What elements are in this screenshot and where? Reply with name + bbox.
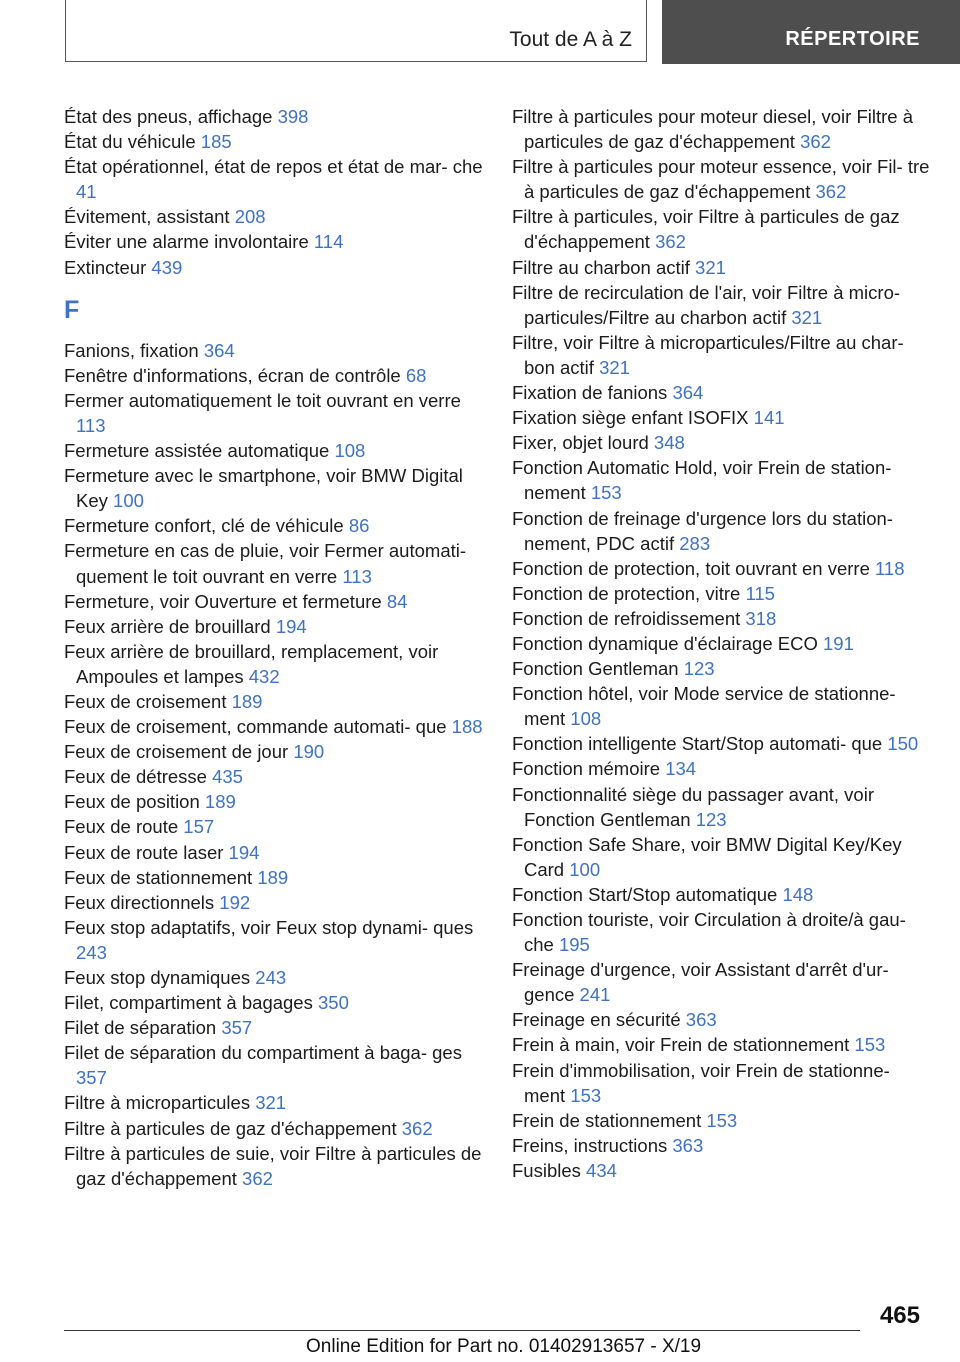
index-page-link[interactable]: 357 — [76, 1067, 107, 1089]
index-entry — [64, 463, 484, 513]
index-page-link[interactable]: 363 — [672, 1134, 704, 1156]
section-tab[interactable] — [662, 0, 960, 64]
index-entry-text: Feux de croisement de jour — [64, 741, 289, 763]
index-page-link[interactable]: 283 — [679, 532, 711, 554]
index-entry — [512, 1108, 932, 1133]
index-entry-text: Frein de stationnement — [512, 1109, 702, 1131]
index-entry-text: Fusibles — [512, 1159, 581, 1181]
index-entry — [512, 907, 932, 957]
index-letter-heading: F — [64, 295, 80, 324]
index-entry — [64, 255, 484, 280]
index-entry-text: Feux arrière de brouillard, remplacement, voir Ampoules et lampes — [64, 640, 439, 687]
index-page-link[interactable]: 134 — [665, 758, 697, 780]
index-page-link[interactable]: 243 — [255, 967, 287, 988]
index-page-link[interactable]: 123 — [683, 658, 715, 680]
index-entry-text: Fanions, fixation — [64, 339, 199, 361]
section-tab-label: RÉPERTOIRE — [785, 28, 920, 50]
index-page-link[interactable]: 364 — [672, 382, 704, 404]
page-number: 465 — [879, 1302, 920, 1329]
index-entry-text: Feux de stationnement — [64, 866, 253, 888]
index-entry — [64, 104, 484, 129]
index-entry — [64, 1015, 484, 1040]
index-entry-text: Fonction dynamique d'éclairage ECO — [512, 632, 818, 654]
index-entry-text: Fonction de protection, vitre — [512, 582, 741, 604]
index-entry — [64, 890, 484, 915]
index-page-link[interactable]: 318 — [745, 607, 777, 629]
footer-divider — [64, 1330, 860, 1331]
index-entry — [512, 154, 932, 204]
index-entry — [64, 789, 484, 814]
index-page-link[interactable]: 208 — [234, 206, 266, 228]
index-entry-text: Fonctionnalité siège du passager avant, voir Fonction Gentleman — [512, 783, 874, 830]
index-entry-text: Feux de route — [64, 816, 179, 838]
index-entry-text: Filtre à particules pour moteur essence, voir Fil- tre à particules de gaz d'échappement — [512, 156, 930, 203]
index-page-link[interactable]: 321 — [599, 356, 630, 378]
index-entry-text: Feux de détresse — [64, 766, 207, 788]
index-page-link[interactable]: 192 — [219, 891, 251, 913]
index-page-link[interactable]: 435 — [212, 766, 243, 788]
index-entry-text: Fenêtre d'informations, écran de contrôle — [64, 364, 401, 386]
index-page-link[interactable]: 241 — [579, 984, 611, 1006]
index-page-link[interactable]: 115 — [745, 582, 775, 604]
index-entry-text: Feux de croisement — [64, 690, 227, 712]
index-entry — [512, 656, 932, 681]
index-entry-text: Filet, compartiment à bagages — [64, 992, 313, 1014]
index-page-link[interactable]: 432 — [248, 665, 280, 687]
index-page-link[interactable]: 185 — [200, 131, 232, 153]
index-page-link[interactable]: 348 — [653, 432, 685, 454]
index-page-link[interactable]: 357 — [221, 1017, 253, 1039]
index-page-link[interactable]: 350 — [318, 992, 349, 1014]
footer-edition: Online Edition for Part no. 01402913657 - X/19 — [306, 1336, 702, 1357]
index-entry — [64, 965, 484, 990]
index-entry-text: Filtre à microparticules — [64, 1092, 251, 1114]
index-page-link[interactable]: 439 — [151, 256, 183, 278]
index-entry — [512, 581, 932, 606]
index-page-link[interactable]: 86 — [348, 515, 370, 537]
index-page-link[interactable]: 362 — [242, 1167, 273, 1189]
index-entry-text: Freinage d'urgence, voir Assistant d'arrêt d'ur- gence — [512, 959, 889, 1006]
index-entry — [512, 204, 932, 254]
index-entry — [512, 330, 932, 380]
index-entry — [512, 1158, 932, 1183]
index-entry-text: Fixation de fanions — [512, 382, 668, 404]
index-entry-text: Fermer automatiquement le toit ouvrant en verre — [64, 389, 461, 411]
index-entry-text: Filtre au charbon actif — [512, 256, 690, 278]
index-entry-text: Fermeture en cas de pluie, voir Fermer automati- quement le toit ouvrant en verre — [64, 540, 467, 587]
page-header — [65, 0, 960, 64]
index-entry — [64, 689, 484, 714]
index-entry — [512, 405, 932, 430]
index-entry — [512, 1007, 932, 1032]
index-page-link[interactable]: 188 — [451, 716, 483, 738]
index-entry-text: Fonction Automatic Hold, voir Frein de station- nement — [512, 457, 892, 504]
index-entry — [64, 764, 484, 789]
index-page-link[interactable]: 113 — [342, 565, 372, 587]
index-entry-text: Fonction touriste, voir Circulation à droite/à gau- che — [512, 909, 906, 956]
index-entry-text: Fermeture avec le smartphone, voir BMW Digital Key — [64, 465, 463, 512]
index-entry — [512, 455, 932, 505]
index-entry-text: Feux de position — [64, 791, 200, 813]
index-entry-text: Feux de croisement, commande automati- que — [64, 716, 447, 738]
index-entry-text: Filet de séparation du compartiment à baga- ges — [64, 1042, 462, 1064]
index-entry-text: Fonction Start/Stop automatique — [512, 883, 778, 905]
index-entry — [64, 614, 484, 639]
index-entry — [64, 204, 484, 229]
index-entry-text: Fixation siège enfant ISOFIX — [512, 407, 749, 429]
index-entry — [64, 1116, 484, 1141]
index-entry — [64, 1090, 484, 1115]
index-page-link[interactable]: 243 — [76, 941, 107, 963]
index-entry — [64, 438, 484, 463]
index-page-link[interactable]: 113 — [76, 414, 106, 436]
index-entry — [64, 840, 484, 865]
index-entry-text: État opérationnel, état de repos et état de mar- che — [64, 156, 483, 178]
index-page-link[interactable]: 100 — [569, 858, 601, 880]
index-entry — [64, 229, 484, 254]
index-column-right — [512, 104, 932, 1183]
index-page-link[interactable]: 398 — [277, 106, 309, 127]
index-entry — [64, 1141, 484, 1191]
index-entry — [64, 589, 484, 614]
index-entry — [512, 882, 932, 907]
index-page-link[interactable]: 100 — [113, 490, 144, 512]
index-entry-text: Fonction de freinage d'urgence lors du station- nement, PDC actif — [512, 507, 893, 554]
index-page-link[interactable]: 362 — [815, 181, 847, 203]
index-page-link[interactable]: 153 — [706, 1109, 738, 1131]
index-entry-text: Feux stop dynamiques — [64, 967, 251, 988]
index-page-link[interactable]: 362 — [655, 231, 686, 253]
index-entry-text: Filtre de recirculation de l'air, voir Filtre à micro- particules/Filtre au charbon actif — [512, 281, 901, 328]
index-page-link[interactable]: 191 — [823, 632, 854, 654]
index-entry-text: Filet de séparation — [64, 1017, 217, 1039]
index-page-link[interactable]: 321 — [695, 256, 726, 278]
index-entry-text: Feux de route laser — [64, 841, 224, 863]
index-entry-text: Fonction hôtel, voir Mode service de stationne- ment — [512, 683, 896, 730]
index-page-link[interactable]: 150 — [887, 733, 919, 755]
index-entry-text: Freinage en sécurité — [512, 1009, 681, 1031]
index-page-link[interactable]: 157 — [183, 816, 215, 838]
index-page-link[interactable]: 108 — [570, 708, 602, 730]
index-entry-text: Feux stop adaptatifs, voir Feux stop dynami- ques — [64, 916, 474, 938]
index-entry — [512, 1032, 932, 1057]
index-page-link[interactable]: 114 — [313, 231, 344, 253]
chapter-tab[interactable] — [65, 0, 647, 62]
index-column-left — [64, 104, 484, 1191]
index-entry — [512, 832, 932, 882]
index-page-link[interactable]: 148 — [782, 883, 814, 905]
index-entry — [64, 714, 484, 739]
index-entry — [64, 129, 484, 154]
index-entry — [64, 513, 484, 538]
index-page-link[interactable]: 141 — [753, 407, 785, 429]
index-page-link[interactable]: 68 — [405, 364, 427, 386]
index-entry — [512, 104, 932, 154]
index-entry-text: Filtre à particules de suie, voir Filtre à particules de gaz d'échappement — [64, 1142, 482, 1189]
index-entry — [512, 1058, 932, 1108]
index-entry-text: État du véhicule — [64, 131, 196, 153]
index-page-link[interactable]: 194 — [275, 615, 307, 637]
index-page-link[interactable]: 153 — [590, 482, 622, 504]
index-entry-text: Feux arrière de brouillard — [64, 615, 271, 637]
index-entry — [512, 631, 932, 656]
index-page-link[interactable]: 321 — [791, 306, 823, 328]
index-entry-text: État des pneus, affichage — [64, 106, 273, 127]
index-page-link[interactable]: 41 — [76, 181, 97, 203]
index-page-link[interactable]: 362 — [401, 1117, 433, 1139]
index-entry-text: Filtre à particules pour moteur diesel, voir Filtre à particules de gaz d'échappement — [512, 106, 913, 153]
index-entry — [64, 388, 484, 438]
index-entry — [64, 990, 484, 1015]
index-entry — [64, 639, 484, 689]
index-entry — [512, 280, 932, 330]
index-page-link[interactable]: 195 — [558, 934, 590, 956]
index-entry-text: Fonction mémoire — [512, 758, 661, 780]
index-page-link[interactable]: 118 — [875, 557, 905, 579]
index-entry — [512, 756, 932, 781]
index-page-link[interactable]: 189 — [231, 690, 263, 712]
index-page-link[interactable]: 84 — [386, 590, 408, 612]
index-page-link[interactable]: 189 — [204, 791, 236, 813]
index-entry — [64, 154, 484, 204]
index-page-link[interactable]: 364 — [203, 339, 235, 361]
index-entry-text: Fonction de protection, toit ouvrant en verre — [512, 557, 870, 579]
index-entry — [512, 556, 932, 581]
index-entry-text: Éviter une alarme involontaire — [64, 231, 309, 253]
index-entry-text: Frein à main, voir Frein de stationnement — [512, 1034, 850, 1056]
index-entry — [512, 681, 932, 731]
index-entry — [64, 538, 484, 588]
chapter-tab-label: Tout de A à Z — [509, 28, 632, 51]
index-entry — [64, 814, 484, 839]
index-entry — [64, 363, 484, 388]
index-entry — [512, 506, 932, 556]
index-entry-text: Filtre, voir Filtre à microparticules/Filtre au char- bon actif — [512, 331, 904, 378]
index-page-link[interactable]: 363 — [685, 1009, 717, 1031]
index-entry — [64, 1040, 484, 1090]
index-entry-text: Fonction Safe Share, voir BMW Digital Key/Key Card — [512, 833, 902, 880]
index-entry — [512, 957, 932, 1007]
index-page-link[interactable]: 153 — [854, 1034, 886, 1056]
index-page-link[interactable]: 362 — [800, 131, 831, 153]
index-entry — [512, 731, 932, 756]
index-entry — [512, 430, 932, 455]
index-entry — [512, 1133, 932, 1158]
index-entry — [512, 255, 932, 280]
index-entry — [512, 606, 932, 631]
index-entry-text: Fonction intelligente Start/Stop automati- que — [512, 733, 883, 755]
index-page-link[interactable]: 194 — [228, 841, 260, 863]
index-entry-text: Filtre à particules, voir Filtre à particules de gaz d'échappement — [512, 206, 900, 253]
index-page-link[interactable]: 123 — [695, 808, 727, 830]
index-entry-text: Extincteur — [64, 256, 147, 278]
index-page-link[interactable]: 189 — [257, 866, 289, 888]
index-entry-text: Filtre à particules de gaz d'échappement — [64, 1117, 397, 1139]
index-page-link[interactable]: 321 — [255, 1092, 287, 1114]
index-entry — [64, 865, 484, 890]
index-entry-text: Frein d'immobilisation, voir Frein de stationne- ment — [512, 1059, 890, 1106]
index-entry-text: Fixer, objet lourd — [512, 432, 649, 454]
index-entry — [512, 380, 932, 405]
index-page-link[interactable]: 434 — [586, 1159, 617, 1181]
index-entry — [64, 338, 484, 363]
index-entry — [64, 915, 484, 965]
index-page-link[interactable]: 190 — [293, 741, 325, 763]
index-entry-text: Fermeture confort, clé de véhicule — [64, 515, 344, 537]
index-entry — [512, 782, 932, 832]
index-entry — [64, 739, 484, 764]
index-entry-text: Fermeture assistée automatique — [64, 440, 330, 462]
index-entry-text: Fonction de refroidissement — [512, 607, 741, 629]
index-entry-text: Évitement, assistant — [64, 206, 230, 228]
index-page-link[interactable]: 153 — [570, 1084, 602, 1106]
index-page-link[interactable]: 108 — [334, 440, 366, 462]
index-entry-text: Feux directionnels — [64, 891, 215, 913]
index-entry-text: Freins, instructions — [512, 1134, 668, 1156]
index-entry-text: Fonction Gentleman — [512, 658, 679, 680]
index-entry-text: Fermeture, voir Ouverture et fermeture — [64, 590, 382, 612]
